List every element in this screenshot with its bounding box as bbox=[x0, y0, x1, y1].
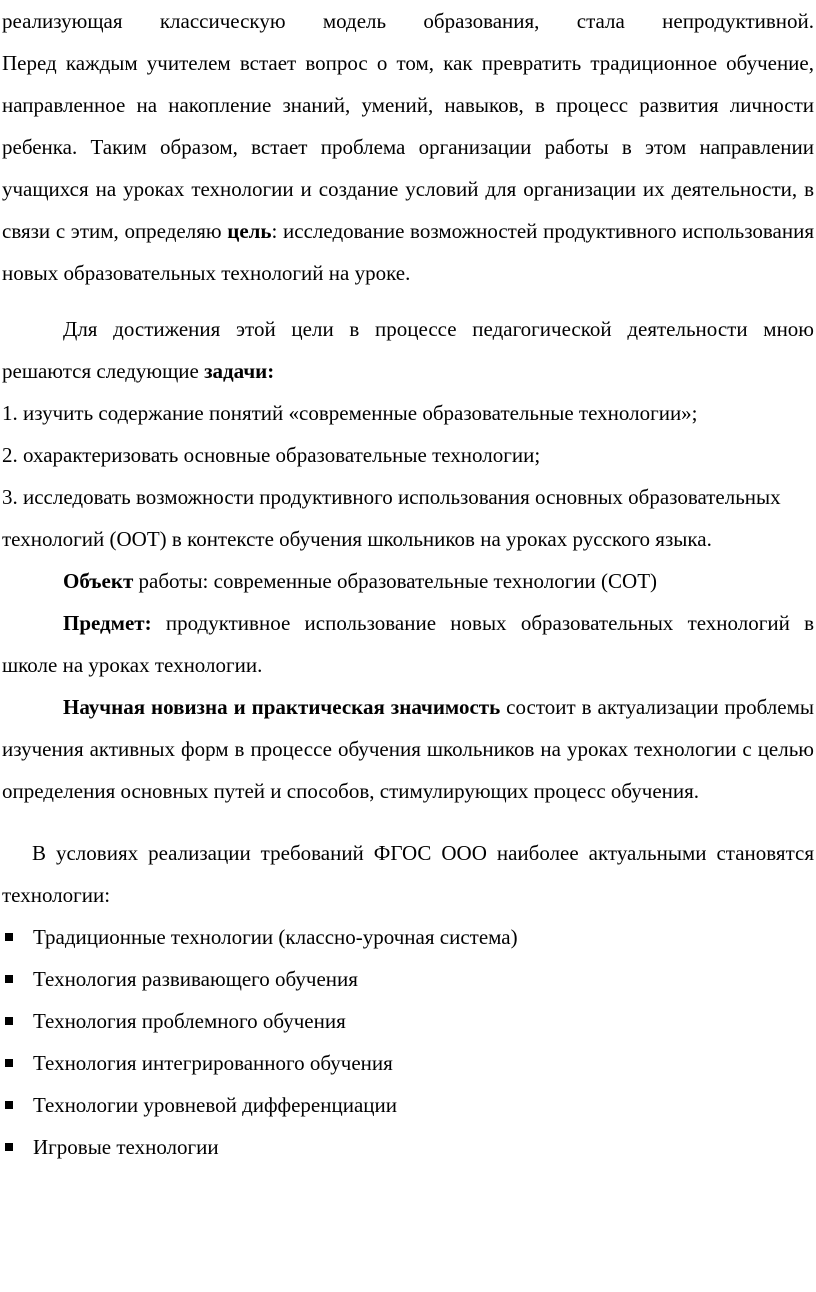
square-bullet-icon bbox=[5, 1059, 13, 1067]
technology-list bbox=[2, 916, 814, 1168]
list-item bbox=[2, 1126, 814, 1168]
list-item bbox=[2, 916, 814, 958]
tasks-intro-text: Для достижения этой цели в процессе педагогической деятельности мною решаются следующие bbox=[2, 317, 814, 383]
square-bullet-icon bbox=[5, 933, 13, 941]
list-item-text: Игровые технологии bbox=[33, 1135, 219, 1159]
paragraph-goal bbox=[2, 42, 814, 294]
square-bullet-icon bbox=[5, 1101, 13, 1109]
subject-label: Предмет: bbox=[63, 611, 152, 635]
object-text: работы: современные образовательные технологии (СОТ) bbox=[133, 569, 658, 593]
list-item bbox=[2, 1084, 814, 1126]
novelty-paragraph bbox=[2, 686, 814, 812]
object-paragraph bbox=[2, 560, 814, 602]
goal-text: : исследование возможностей продуктивного использования новых образовательных технологий на уроке. bbox=[2, 219, 815, 285]
subject-text: продуктивное использование новых образовательных технологий в школе на уроках технологии. bbox=[2, 611, 814, 677]
task-item-3: 3. исследовать возможности продуктивного использования основных образовательных технологий (ООТ) в контексте обучения школьников на уроках русского языка. bbox=[2, 485, 781, 551]
list-item bbox=[2, 958, 814, 1000]
paragraph-goal-text: Перед каждым учителем встает вопрос о том, как превратить традиционное обучение, направленное на накопление знаний, умений, навыков, в процесс развития личности ребенка. Таким образом, встает проблема организации работы в этом направлении учащихся на уроках технологии и создание условий для организации их деятельности, в связи с этим, определяю bbox=[2, 51, 814, 243]
list-item-text: Технология развивающего обучения bbox=[33, 967, 358, 991]
list-item-text: Традиционные технологии (классно-урочная система) bbox=[33, 925, 518, 949]
subject-paragraph bbox=[2, 602, 814, 686]
square-bullet-icon bbox=[5, 1017, 13, 1025]
object-label: Объект bbox=[63, 569, 134, 593]
list-item-text: Технология интегрированного обучения bbox=[33, 1051, 393, 1075]
fgos-paragraph: В условиях реализации требований ФГОС ООО наиболее актуальными становятся технологии: bbox=[2, 841, 814, 907]
paragraph-first-line bbox=[2, 0, 814, 42]
tasks-label: задачи: bbox=[204, 359, 275, 383]
square-bullet-icon bbox=[5, 1143, 13, 1151]
list-item bbox=[2, 1042, 814, 1084]
goal-label: цель bbox=[227, 219, 272, 243]
list-item-text: Технология проблемного обучения bbox=[33, 1009, 346, 1033]
novelty-label: Научная новизна и практическая значимость bbox=[63, 695, 501, 719]
list-item-text: Технологии уровневой дифференциации bbox=[33, 1093, 397, 1117]
novelty-text: состоит в актуализации проблемы изучения активных форм в процессе обучения школьников на уроках технологии с целью определения основных путей и способов, стимулирующих процесс обучения. bbox=[2, 695, 814, 803]
task-item-1: 1. изучить содержание понятий «современные образовательные технологии»; bbox=[2, 401, 698, 425]
square-bullet-icon bbox=[5, 975, 13, 983]
paragraph-first-line-text: реализующая классическую модель образования, стала непродуктивной. bbox=[2, 9, 814, 33]
task-item-2: 2. охарактеризовать основные образовательные технологии; bbox=[2, 443, 541, 467]
list-item bbox=[2, 1000, 814, 1042]
tasks-intro bbox=[2, 308, 814, 392]
